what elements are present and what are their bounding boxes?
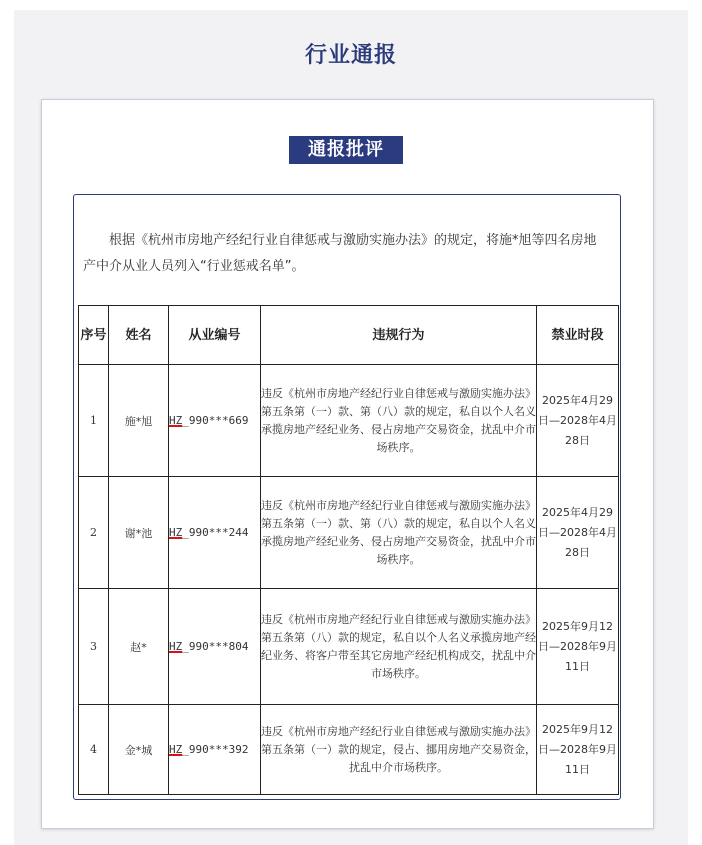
table-header-row: [79, 306, 619, 365]
ban-period: 2025年9月12日—2028年9月11日: [537, 705, 619, 795]
violation-text: 违反《杭州市房地产经纪行业自律惩戒与激励实施办法》第五条第（一）款的规定，侵占、挪用房地产交易资金，扰乱中介市场秩序。: [261, 705, 537, 795]
license-id: [169, 589, 261, 705]
row-number: 2: [79, 477, 109, 589]
page-title: 行业通报: [304, 43, 397, 68]
intro-paragraph: 根据《杭州市房地产经纪行业自律惩戒与激励实施办法》的规定，将施*旭等四名房地产中介从业人员列入“行业惩戒名单”。: [83, 233, 597, 274]
table-row: [79, 705, 619, 795]
license-id-prefix: HZ: [169, 414, 183, 427]
license-id: [169, 477, 261, 589]
license-id-prefix: HZ: [169, 526, 183, 539]
column-header-period: 禁业时段: [537, 306, 619, 365]
person-name: 金*城: [109, 705, 169, 795]
license-id: [169, 365, 261, 477]
column-header-violation: 违规行为: [261, 306, 537, 365]
row-number: 4: [79, 705, 109, 795]
row-number: 3: [79, 589, 109, 705]
license-id-prefix: HZ: [169, 640, 183, 653]
table-row: [79, 365, 619, 477]
ban-period: 2025年9月12日—2028年9月11日: [537, 589, 619, 705]
section-badge: 通报批评: [289, 136, 403, 164]
license-id-number: _990***669: [182, 414, 249, 427]
license-id-prefix: HZ: [169, 743, 183, 756]
penalty-table: [78, 305, 619, 795]
violation-text: 违反《杭州市房地产经纪行业自律惩戒与激励实施办法》第五条第（八）款的规定，私自以个人名义承揽房地产经纪业务、将客户带至其它房地产经纪机构成交，扰乱中介市场秩序。: [261, 589, 537, 705]
person-name: 施*旭: [109, 365, 169, 477]
person-name: 赵*: [109, 589, 169, 705]
table-row: [79, 589, 619, 705]
column-header-name: 姓名: [109, 306, 169, 365]
violation-text: 违反《杭州市房地产经纪行业自律惩戒与激励实施办法》第五条第（一）款、第（八）款的规定，私自以个人名义承揽房地产经纪业务、侵占房地产交易资金，扰乱中介市场秩序。: [261, 365, 537, 477]
person-name: 谢*池: [109, 477, 169, 589]
license-id-number: _990***244: [182, 526, 249, 539]
ban-period: 2025年4月29日—2028年4月28日: [537, 477, 619, 589]
license-id-number: _990***392: [182, 743, 249, 756]
row-number: 1: [79, 365, 109, 477]
table-row: [79, 477, 619, 589]
ban-period: 2025年4月29日—2028年4月28日: [537, 365, 619, 477]
violation-text: 违反《杭州市房地产经纪行业自律惩戒与激励实施办法》第五条第（一）款、第（八）款的规定，私自以个人名义承揽房地产经纪业务、侵占房地产交易资金，扰乱中介市场秩序。: [261, 477, 537, 589]
column-header-id: 从业编号: [169, 306, 261, 365]
column-header-no: 序号: [79, 306, 109, 365]
license-id: [169, 705, 261, 795]
license-id-number: _990***804: [182, 640, 249, 653]
